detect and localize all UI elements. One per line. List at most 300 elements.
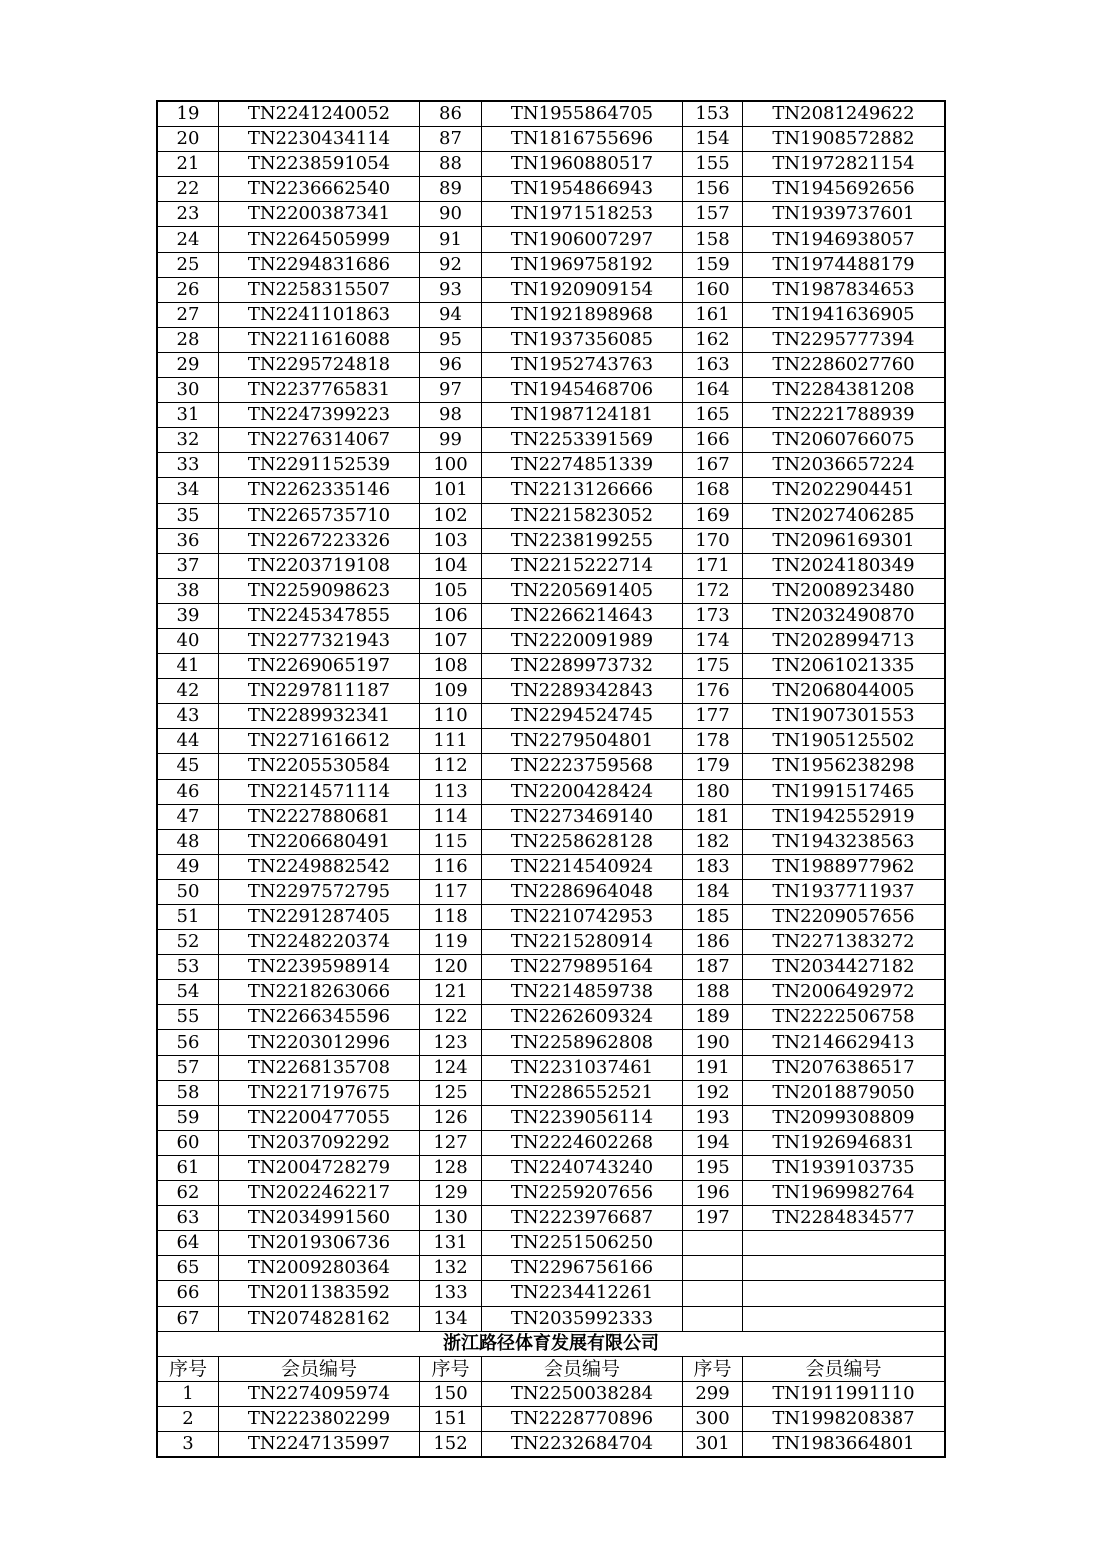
table-row [158, 1155, 945, 1180]
serial-number-cell: 154 [683, 127, 743, 152]
member-id-cell: TN2258628128 [482, 829, 683, 854]
member-id-cell: TN2247135997 [219, 1431, 420, 1456]
member-id-cell: TN2205691405 [482, 578, 683, 603]
table-row [158, 1306, 945, 1331]
member-id-cell: TN2273469140 [482, 804, 683, 829]
member-id-cell: TN2032490870 [743, 603, 945, 628]
serial-number-cell: 56 [158, 1030, 219, 1055]
member-id-cell: TN2258962808 [482, 1030, 683, 1055]
serial-number-cell: 1 [158, 1381, 219, 1406]
serial-number-cell: 153 [683, 102, 743, 127]
serial-number-cell: 92 [420, 252, 482, 277]
table-row [158, 754, 945, 779]
serial-number-cell: 97 [420, 378, 482, 403]
member-id-cell: TN2289973732 [482, 654, 683, 679]
member-id-cell: TN2269065197 [219, 654, 420, 679]
member-id-cell: TN1955864705 [482, 102, 683, 127]
table-row [158, 1406, 945, 1431]
serial-number-cell: 60 [158, 1130, 219, 1155]
member-id-cell: TN2213126666 [482, 478, 683, 503]
table-row [158, 1130, 945, 1155]
member-id-cell: TN2222506758 [743, 1005, 945, 1030]
member-id-cell: TN2247399223 [219, 403, 420, 428]
table-row [158, 327, 945, 352]
serial-number-cell: 181 [683, 804, 743, 829]
serial-number-cell: 167 [683, 453, 743, 478]
member-id-cell: TN2271616612 [219, 729, 420, 754]
member-id-cell: TN2200477055 [219, 1105, 420, 1130]
serial-number-cell: 192 [683, 1080, 743, 1105]
serial-number-cell: 86 [420, 102, 482, 127]
member-id-cell: TN2284834577 [743, 1206, 945, 1231]
serial-number-cell: 63 [158, 1206, 219, 1231]
serial-number-cell: 34 [158, 478, 219, 503]
serial-number-cell: 187 [683, 955, 743, 980]
member-id-cell: TN2296756166 [482, 1256, 683, 1281]
serial-number-cell: 186 [683, 930, 743, 955]
serial-number-cell: 132 [420, 1256, 482, 1281]
column-header-row [158, 1356, 945, 1381]
member-id-cell: TN2076386517 [743, 1055, 945, 1080]
table-row [158, 403, 945, 428]
member-id-cell: TN2291152539 [219, 453, 420, 478]
serial-number-cell: 178 [683, 729, 743, 754]
serial-number-cell: 169 [683, 503, 743, 528]
member-id-cell: TN2028994713 [743, 628, 945, 653]
serial-number-cell: 172 [683, 578, 743, 603]
table-row [158, 654, 945, 679]
table-row [158, 302, 945, 327]
member-id-cell: TN2289932341 [219, 704, 420, 729]
serial-number-cell: 300 [683, 1406, 743, 1431]
serial-number-cell: 193 [683, 1105, 743, 1130]
member-id-cell: TN1946938057 [743, 227, 945, 252]
serial-number-cell: 50 [158, 879, 219, 904]
serial-number-cell: 188 [683, 980, 743, 1005]
member-id-cell: TN2240743240 [482, 1155, 683, 1180]
table-row [158, 603, 945, 628]
serial-number-cell: 25 [158, 252, 219, 277]
table-row [158, 1231, 945, 1256]
table-row [158, 352, 945, 377]
member-id-cell: TN2236662540 [219, 177, 420, 202]
member-id-cell: TN2037092292 [219, 1130, 420, 1155]
member-id-cell: TN1907301553 [743, 704, 945, 729]
member-id-cell: TN2267223326 [219, 528, 420, 553]
serial-number-cell: 58 [158, 1080, 219, 1105]
member-id-cell: TN2215823052 [482, 503, 683, 528]
member-id-cell: TN2019306736 [219, 1231, 420, 1256]
serial-number-cell [683, 1256, 743, 1281]
serial-number-cell: 110 [420, 704, 482, 729]
member-id-cell: TN2215222714 [482, 553, 683, 578]
member-id-cell: TN1937356085 [482, 327, 683, 352]
serial-number-cell: 89 [420, 177, 482, 202]
table-row [158, 1080, 945, 1105]
member-id-cell: TN2238591054 [219, 152, 420, 177]
table-row [158, 428, 945, 453]
member-id-cell: TN2205530584 [219, 754, 420, 779]
serial-number-cell: 122 [420, 1005, 482, 1030]
serial-number-cell: 118 [420, 905, 482, 930]
serial-number-cell: 185 [683, 905, 743, 930]
serial-number-cell: 39 [158, 603, 219, 628]
serial-number-cell: 159 [683, 252, 743, 277]
member-id-cell: TN2218263066 [219, 980, 420, 1005]
serial-number-cell: 191 [683, 1055, 743, 1080]
table-row [158, 277, 945, 302]
serial-number-cell: 99 [420, 428, 482, 453]
member-table [157, 101, 945, 1457]
table-row [158, 628, 945, 653]
table-row [158, 177, 945, 202]
table-row [158, 930, 945, 955]
member-id-cell: TN1987124181 [482, 403, 683, 428]
serial-number-cell: 108 [420, 654, 482, 679]
member-id-cell: TN2009280364 [219, 1256, 420, 1281]
serial-number-cell: 106 [420, 603, 482, 628]
member-id-cell: TN2018879050 [743, 1080, 945, 1105]
member-id-cell: TN1816755696 [482, 127, 683, 152]
member-id-cell: TN2223759568 [482, 754, 683, 779]
serial-number-cell: 179 [683, 754, 743, 779]
serial-number-cell: 180 [683, 779, 743, 804]
serial-number-cell: 158 [683, 227, 743, 252]
serial-number-cell: 33 [158, 453, 219, 478]
table-row [158, 854, 945, 879]
serial-number-cell: 22 [158, 177, 219, 202]
table-row [158, 478, 945, 503]
serial-number-cell: 31 [158, 403, 219, 428]
serial-number-cell: 164 [683, 378, 743, 403]
serial-number-cell: 174 [683, 628, 743, 653]
member-id-cell: TN1921898968 [482, 302, 683, 327]
member-id-cell: TN1926946831 [743, 1130, 945, 1155]
table-row [158, 553, 945, 578]
serial-number-cell: 120 [420, 955, 482, 980]
serial-number-cell: 87 [420, 127, 482, 152]
serial-number-cell: 170 [683, 528, 743, 553]
serial-number-cell: 194 [683, 1130, 743, 1155]
member-id-cell: TN1943238563 [743, 829, 945, 854]
serial-number-cell: 28 [158, 327, 219, 352]
serial-number-cell [683, 1281, 743, 1306]
serial-number-cell: 88 [420, 152, 482, 177]
serial-number-cell: 112 [420, 754, 482, 779]
member-id-cell: TN2224602268 [482, 1130, 683, 1155]
member-id-cell: TN2253391569 [482, 428, 683, 453]
serial-number-cell: 107 [420, 628, 482, 653]
serial-number-cell: 113 [420, 779, 482, 804]
serial-number-cell: 44 [158, 729, 219, 754]
serial-number-cell: 51 [158, 905, 219, 930]
table-row [158, 779, 945, 804]
member-id-cell: TN1969982764 [743, 1181, 945, 1206]
member-id-header: 会员编号 [743, 1356, 945, 1381]
member-id-cell: TN1939103735 [743, 1155, 945, 1180]
member-id-cell: TN2215280914 [482, 930, 683, 955]
member-id-cell: TN2238199255 [482, 528, 683, 553]
serial-number-cell: 32 [158, 428, 219, 453]
serial-number-cell: 177 [683, 704, 743, 729]
member-id-cell: TN2251506250 [482, 1231, 683, 1256]
member-id-cell: TN1941636905 [743, 302, 945, 327]
serial-number-cell: 42 [158, 679, 219, 704]
member-id-cell: TN2217197675 [219, 1080, 420, 1105]
table-row [158, 1431, 945, 1456]
serial-number-cell: 65 [158, 1256, 219, 1281]
member-id-cell: TN2264505999 [219, 227, 420, 252]
serial-number-cell: 128 [420, 1155, 482, 1180]
member-id-cell: TN2268135708 [219, 1055, 420, 1080]
serial-number-cell: 152 [420, 1431, 482, 1456]
serial-number-cell: 175 [683, 654, 743, 679]
member-id-cell: TN2265735710 [219, 503, 420, 528]
serial-number-header: 序号 [420, 1356, 482, 1381]
member-id-cell: TN1974488179 [743, 252, 945, 277]
table-row [158, 227, 945, 252]
serial-number-cell: 173 [683, 603, 743, 628]
member-id-cell: TN2286964048 [482, 879, 683, 904]
serial-number-cell: 66 [158, 1281, 219, 1306]
member-id-cell: TN2232684704 [482, 1431, 683, 1456]
member-id-cell: TN2284381208 [743, 378, 945, 403]
serial-number-cell: 163 [683, 352, 743, 377]
serial-number-cell: 64 [158, 1231, 219, 1256]
serial-number-cell: 101 [420, 478, 482, 503]
table-row [158, 127, 945, 152]
member-id-cell: TN2008923480 [743, 578, 945, 603]
table-row [158, 378, 945, 403]
table-row [158, 679, 945, 704]
table-row [158, 578, 945, 603]
serial-number-cell: 104 [420, 553, 482, 578]
serial-number-cell: 105 [420, 578, 482, 603]
serial-number-cell: 124 [420, 1055, 482, 1080]
serial-number-cell: 119 [420, 930, 482, 955]
table-row [158, 1381, 945, 1406]
member-id-cell: TN2294831686 [219, 252, 420, 277]
serial-number-cell: 299 [683, 1381, 743, 1406]
serial-number-cell: 21 [158, 152, 219, 177]
serial-number-cell: 126 [420, 1105, 482, 1130]
member-id-cell: TN2241101863 [219, 302, 420, 327]
member-id-cell: TN2266345596 [219, 1005, 420, 1030]
serial-number-cell: 29 [158, 352, 219, 377]
member-id-cell: TN2206680491 [219, 829, 420, 854]
member-id-cell: TN1987834653 [743, 277, 945, 302]
serial-number-cell: 96 [420, 352, 482, 377]
member-id-cell: TN2241240052 [219, 102, 420, 127]
member-id-cell: TN1972821154 [743, 152, 945, 177]
serial-number-cell: 150 [420, 1381, 482, 1406]
member-id-cell: TN2221788939 [743, 403, 945, 428]
member-id-cell: TN2286027760 [743, 352, 945, 377]
member-id-cell: TN2250038284 [482, 1381, 683, 1406]
member-id-cell [743, 1256, 945, 1281]
member-id-cell: TN2081249622 [743, 102, 945, 127]
member-id-cell: TN2249882542 [219, 854, 420, 879]
serial-number-cell: 3 [158, 1431, 219, 1456]
serial-number-cell: 53 [158, 955, 219, 980]
serial-number-cell: 19 [158, 102, 219, 127]
member-id-cell: TN1920909154 [482, 277, 683, 302]
member-id-cell: TN2060766075 [743, 428, 945, 453]
table-row [158, 528, 945, 553]
member-id-cell: TN2291287405 [219, 905, 420, 930]
serial-number-cell: 95 [420, 327, 482, 352]
member-id-cell: TN2237765831 [219, 378, 420, 403]
member-id-cell: TN2228770896 [482, 1406, 683, 1431]
serial-number-cell: 133 [420, 1281, 482, 1306]
serial-number-cell: 23 [158, 202, 219, 227]
member-id-cell: TN2258315507 [219, 277, 420, 302]
serial-number-cell: 46 [158, 779, 219, 804]
serial-number-cell: 125 [420, 1080, 482, 1105]
member-id-cell: TN2271383272 [743, 930, 945, 955]
member-id-cell: TN2011383592 [219, 1281, 420, 1306]
member-id-cell [743, 1231, 945, 1256]
serial-number-cell: 20 [158, 127, 219, 152]
serial-number-cell: 40 [158, 628, 219, 653]
member-id-cell: TN2274095974 [219, 1381, 420, 1406]
serial-number-cell: 190 [683, 1030, 743, 1055]
table-row [158, 704, 945, 729]
serial-number-cell: 93 [420, 277, 482, 302]
member-id-cell: TN2209057656 [743, 905, 945, 930]
serial-number-cell: 157 [683, 202, 743, 227]
member-id-cell: TN2022462217 [219, 1181, 420, 1206]
serial-number-cell: 182 [683, 829, 743, 854]
table-row [158, 252, 945, 277]
serial-number-cell: 2 [158, 1406, 219, 1431]
member-id-cell: TN2231037461 [482, 1055, 683, 1080]
member-id-cell: TN2259207656 [482, 1181, 683, 1206]
serial-number-cell: 301 [683, 1431, 743, 1456]
serial-number-cell: 116 [420, 854, 482, 879]
table-row [158, 1206, 945, 1231]
member-id-cell: TN2266214643 [482, 603, 683, 628]
member-id-cell: TN1937711937 [743, 879, 945, 904]
serial-number-cell: 55 [158, 1005, 219, 1030]
serial-number-cell: 61 [158, 1155, 219, 1180]
member-id-cell: TN2277321943 [219, 628, 420, 653]
table-row [158, 1256, 945, 1281]
member-id-cell: TN1971518253 [482, 202, 683, 227]
serial-number-cell: 183 [683, 854, 743, 879]
member-id-cell: TN2200387341 [219, 202, 420, 227]
serial-number-cell: 102 [420, 503, 482, 528]
serial-number-header: 序号 [683, 1356, 743, 1381]
serial-number-cell: 90 [420, 202, 482, 227]
member-id-cell: TN2027406285 [743, 503, 945, 528]
member-id-cell: TN1998208387 [743, 1406, 945, 1431]
serial-number-cell: 67 [158, 1306, 219, 1331]
member-id-cell: TN2223802299 [219, 1406, 420, 1431]
serial-number-cell: 117 [420, 879, 482, 904]
member-id-cell: TN2227880681 [219, 804, 420, 829]
member-id-cell: TN2035992333 [482, 1306, 683, 1331]
table-row [158, 1055, 945, 1080]
serial-number-header: 序号 [158, 1356, 219, 1381]
serial-number-cell [683, 1306, 743, 1331]
member-id-header: 会员编号 [482, 1356, 683, 1381]
member-id-cell: TN1956238298 [743, 754, 945, 779]
member-id-cell: TN2214540924 [482, 854, 683, 879]
serial-number-cell: 121 [420, 980, 482, 1005]
table-row [158, 202, 945, 227]
member-id-cell: TN2248220374 [219, 930, 420, 955]
serial-number-cell: 134 [420, 1306, 482, 1331]
serial-number-cell: 161 [683, 302, 743, 327]
serial-number-cell: 27 [158, 302, 219, 327]
member-id-cell: TN1983664801 [743, 1431, 945, 1456]
serial-number-cell: 127 [420, 1130, 482, 1155]
member-id-cell: TN1952743763 [482, 352, 683, 377]
member-id-cell: TN1954866943 [482, 177, 683, 202]
serial-number-cell: 151 [420, 1406, 482, 1431]
serial-number-cell: 114 [420, 804, 482, 829]
member-id-cell: TN2262335146 [219, 478, 420, 503]
serial-number-cell: 35 [158, 503, 219, 528]
serial-number-cell: 189 [683, 1005, 743, 1030]
member-id-cell: TN2259098623 [219, 578, 420, 603]
serial-number-cell: 62 [158, 1181, 219, 1206]
serial-number-cell: 196 [683, 1181, 743, 1206]
serial-number-cell: 49 [158, 854, 219, 879]
serial-number-cell: 94 [420, 302, 482, 327]
member-id-cell: TN2214859738 [482, 980, 683, 1005]
table-row [158, 503, 945, 528]
serial-number-cell: 109 [420, 679, 482, 704]
member-id-cell: TN1939737601 [743, 202, 945, 227]
table-row [158, 1281, 945, 1306]
member-id-cell: TN2245347855 [219, 603, 420, 628]
serial-number-cell: 38 [158, 578, 219, 603]
member-id-cell: TN2295724818 [219, 352, 420, 377]
serial-number-cell: 100 [420, 453, 482, 478]
serial-number-cell: 165 [683, 403, 743, 428]
member-id-cell: TN1960880517 [482, 152, 683, 177]
table-row [158, 1005, 945, 1030]
member-table-body [158, 102, 945, 1457]
member-id-cell: TN1905125502 [743, 729, 945, 754]
serial-number-cell: 168 [683, 478, 743, 503]
member-id-cell: TN2068044005 [743, 679, 945, 704]
member-id-cell: TN1988977962 [743, 854, 945, 879]
member-id-cell: TN2210742953 [482, 905, 683, 930]
member-id-cell: TN2146629413 [743, 1030, 945, 1055]
member-id-cell: TN2099308809 [743, 1105, 945, 1130]
member-id-cell: TN2022904451 [743, 478, 945, 503]
member-id-cell: TN1969758192 [482, 252, 683, 277]
serial-number-cell: 171 [683, 553, 743, 578]
serial-number-cell: 155 [683, 152, 743, 177]
serial-number-cell: 24 [158, 227, 219, 252]
member-id-cell: TN2286552521 [482, 1080, 683, 1105]
member-id-cell: TN2061021335 [743, 654, 945, 679]
member-id-cell: TN2004728279 [219, 1155, 420, 1180]
serial-number-cell: 43 [158, 704, 219, 729]
member-id-cell: TN2006492972 [743, 980, 945, 1005]
member-id-cell: TN2239056114 [482, 1105, 683, 1130]
member-id-cell: TN2036657224 [743, 453, 945, 478]
table-row [158, 804, 945, 829]
member-id-cell: TN2279895164 [482, 955, 683, 980]
serial-number-cell: 103 [420, 528, 482, 553]
member-id-cell: TN2297811187 [219, 679, 420, 704]
serial-number-cell: 131 [420, 1231, 482, 1256]
